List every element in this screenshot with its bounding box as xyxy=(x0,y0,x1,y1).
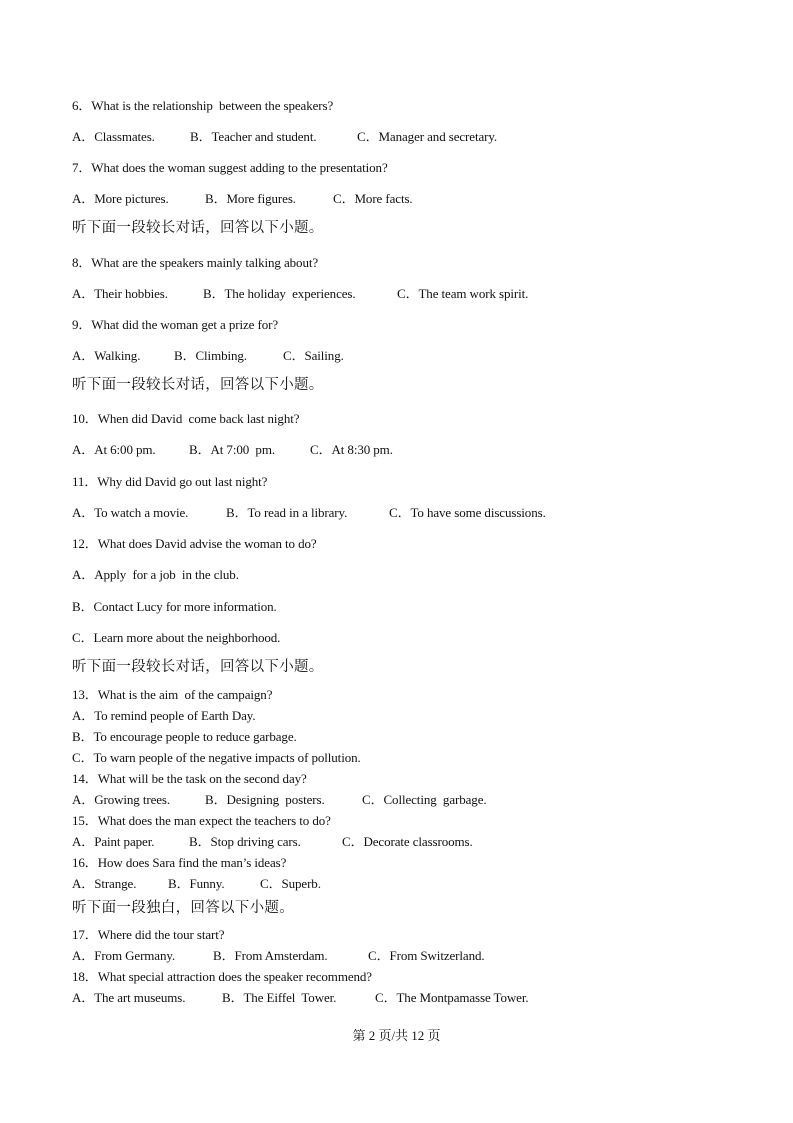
answer-option: A．Classmates. xyxy=(72,129,155,144)
answer-option: B．The holiday experiences. xyxy=(203,286,356,301)
answer-option: C．Superb. xyxy=(260,876,321,891)
answer-option: C．Collecting garbage. xyxy=(362,792,487,807)
answer-option: A．Strange. xyxy=(72,876,137,891)
question-text: A．To remind people of Earth Day. xyxy=(72,708,256,723)
question-text: 9．What did the woman get a prize for? xyxy=(72,317,279,332)
section-instruction: 听下面一段较长对话，回答以下小题。 xyxy=(72,220,324,236)
answer-option: C．At 8:30 pm. xyxy=(310,442,393,457)
answer-option: A．More pictures. xyxy=(72,191,169,206)
answer-option: A．From Germany. xyxy=(72,948,176,963)
answer-option: B．From Amsterdam. xyxy=(213,948,328,963)
answer-option: C．The Montpamasse Tower. xyxy=(375,990,529,1005)
question-text: 15．What does the man expect the teachers to do? xyxy=(72,813,331,828)
question-text: 17．Where did the tour start? xyxy=(72,927,225,942)
answer-option: C．To have some discussions. xyxy=(389,505,546,520)
answer-option: A．Growing trees. xyxy=(72,792,171,807)
question-text: 13．What is the aim of the campaign? xyxy=(72,687,273,702)
question-text: 7．What does the woman suggest adding to the presentation? xyxy=(72,160,388,175)
question-text: 12．What does David advise the woman to do? xyxy=(72,536,317,551)
answer-option: B．Funny. xyxy=(168,876,225,891)
section-instruction: 听下面一段较长对话，回答以下小题。 xyxy=(72,659,324,675)
answer-option: C．Decorate classrooms. xyxy=(342,834,473,849)
answer-option: B．Designing posters. xyxy=(205,792,325,807)
question-text: 10．When did David come back last night? xyxy=(72,411,300,426)
question-text: B．Contact Lucy for more information. xyxy=(72,599,277,614)
question-text: C．To warn people of the negative impacts of pollution. xyxy=(72,750,361,765)
question-text: A．Apply for a job in the club. xyxy=(72,567,239,582)
question-text: 11．Why did David go out last night? xyxy=(72,474,268,489)
page-footer: 第 2 页/共 12 页 xyxy=(352,1028,441,1043)
question-text: 18．What special attraction does the speaker recommend? xyxy=(72,969,372,984)
answer-option: B．Stop driving cars. xyxy=(189,834,301,849)
answer-option: C．The team work spirit. xyxy=(397,286,529,301)
answer-option: C．Manager and secretary. xyxy=(357,129,498,144)
question-text: 16．How does Sara find the man’s ideas? xyxy=(72,855,287,870)
question-text: C．Learn more about the neighborhood. xyxy=(72,630,281,645)
section-instruction: 听下面一段较长对话，回答以下小题。 xyxy=(72,377,324,393)
answer-option: B．Climbing. xyxy=(174,348,247,363)
answer-option: A．Their hobbies. xyxy=(72,286,168,301)
question-text: 8．What are the speakers mainly talking about? xyxy=(72,255,319,270)
answer-option: A．The art museums. xyxy=(72,990,186,1005)
answer-option: B．To read in a library. xyxy=(226,505,348,520)
question-text: B．To encourage people to reduce garbage. xyxy=(72,729,297,744)
answer-option: A．Walking. xyxy=(72,348,141,363)
answer-option: A．To watch a movie. xyxy=(72,505,189,520)
answer-option: A．Paint paper. xyxy=(72,834,155,849)
answer-option: B．More figures. xyxy=(205,191,296,206)
question-text: 14．What will be the task on the second day? xyxy=(72,771,307,786)
section-instruction: 听下面一段独白，回答以下小题。 xyxy=(72,900,294,916)
answer-option: B．The Eiffel Tower. xyxy=(222,990,337,1005)
answer-option: B．At 7:00 pm. xyxy=(189,442,275,457)
answer-option: C．From Switzerland. xyxy=(368,948,485,963)
question-text: 6．What is the relationship between the speakers? xyxy=(72,98,334,113)
answer-option: C．More facts. xyxy=(333,191,413,206)
answer-option: A．At 6:00 pm. xyxy=(72,442,156,457)
answer-option: C．Sailing. xyxy=(283,348,344,363)
answer-option: B．Teacher and student. xyxy=(190,129,317,144)
